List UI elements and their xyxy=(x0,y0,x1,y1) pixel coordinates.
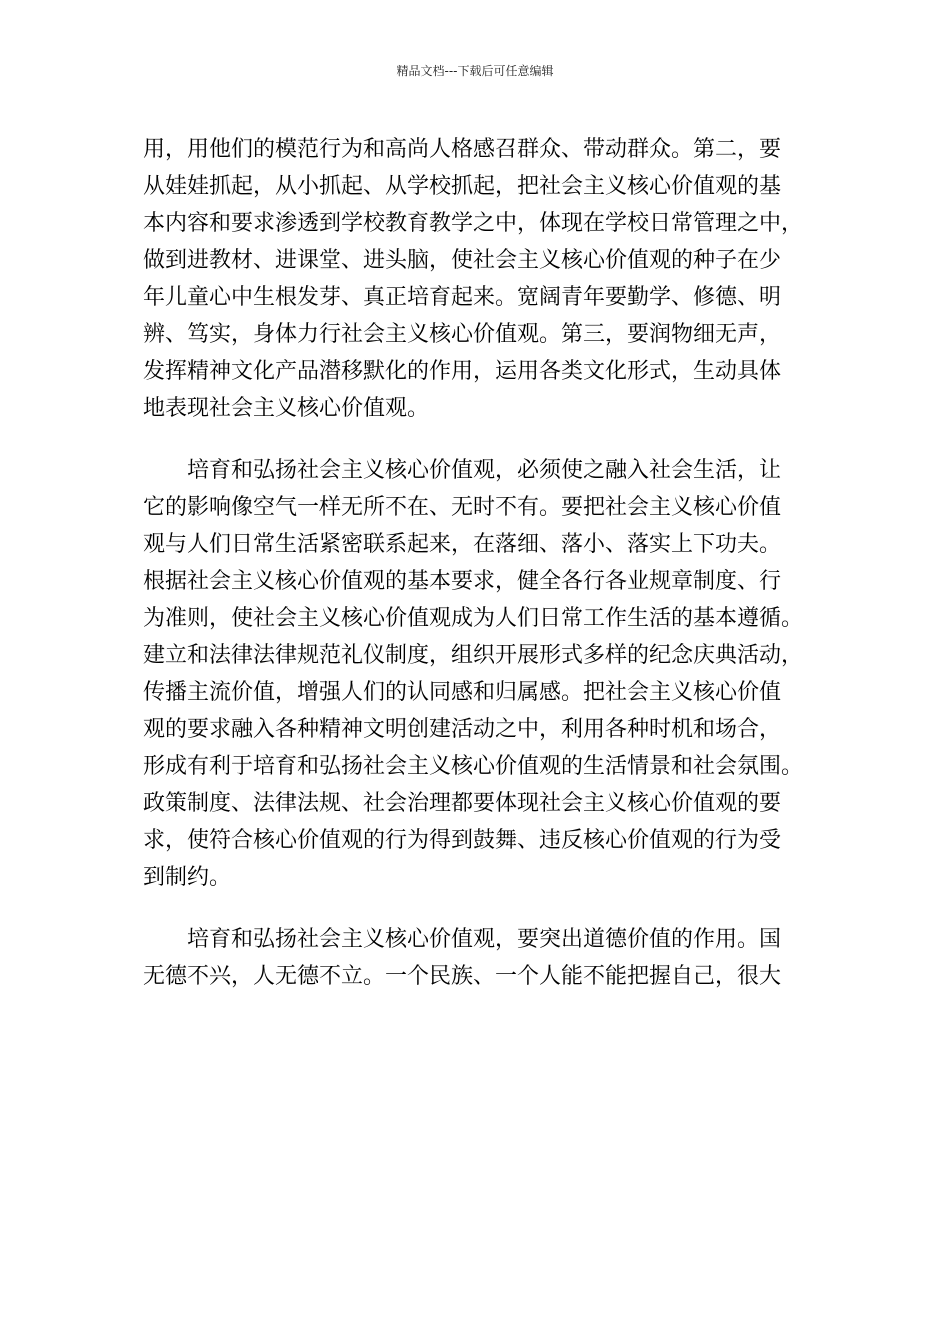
text-line: 传播主流价值，增强人们的认同感和归属感。把社会主义核心价值 xyxy=(143,680,782,705)
document-body xyxy=(143,131,823,995)
page-header: 精品文档---下载后可任意编辑 xyxy=(396,64,554,78)
text-line: 做到进教材、进课堂、进头脑，使社会主义核心价值观的种子在少 xyxy=(143,248,782,273)
text-line: 根据社会主义核心价值观的基本要求，健全各行各业规章制度、行 xyxy=(143,569,782,594)
text-line: 无德不兴，人无德不立。一个民族、一个人能不能把握自己，很大 xyxy=(143,964,782,989)
paragraph-2 xyxy=(143,452,823,896)
text-line: 到制约。 xyxy=(143,865,232,890)
text-line: 本内容和要求渗透到学校教育教学之中，体现在学校日常管理之中， xyxy=(143,211,804,236)
text-line: 从娃娃抓起，从小抓起、从学校抓起，把社会主义核心价值观的基 xyxy=(143,174,782,199)
text-line: 培育和弘扬社会主义核心价值观，要突出道德价值的作用。国 xyxy=(143,927,782,952)
text-line: 地表现社会主义核心价值观。 xyxy=(143,396,430,421)
text-line: 建立和法律法律规范礼仪制度，组织开展形式多样的纪念庆典活动， xyxy=(143,643,804,668)
text-line: 求，使符合核心价值观的行为得到鼓舞、违反核心价值观的行为受 xyxy=(143,828,782,853)
paragraph-3 xyxy=(143,921,823,995)
text-line: 辨、笃实，身体力行社会主义核心价值观。第三，要润物细无声， xyxy=(143,322,782,347)
paragraph-gap xyxy=(143,896,823,921)
text-line: 形成有利于培育和弘扬社会主义核心价值观的生活情景和社会氛围。 xyxy=(143,754,804,779)
text-line: 它的影响像空气一样无所不在、无时不有。要把社会主义核心价值 xyxy=(143,495,782,520)
text-line: 为准则，使社会主义核心价值观成为人们日常工作生活的基本遵循。 xyxy=(143,606,804,631)
text-line: 发挥精神文化产品潜移默化的作用，运用各类文化形式，生动具体 xyxy=(143,359,782,384)
text-line: 观的要求融入各种精神文明创建活动之中，利用各种时机和场合， xyxy=(143,717,782,742)
text-line: 年儿童心中生根发芽、真正培育起来。宽阔青年要勤学、修德、明 xyxy=(143,285,782,310)
text-line: 政策制度、法律法规、社会治理都要体现社会主义核心价值观的要 xyxy=(143,791,782,816)
text-line: 培育和弘扬社会主义核心价值观，必须使之融入社会生活，让 xyxy=(143,458,782,483)
text-line: 用，用他们的模范行为和高尚人格感召群众、带动群众。第二，要 xyxy=(143,137,782,162)
paragraph-gap xyxy=(143,427,823,452)
paragraph-1 xyxy=(143,131,823,427)
text-line: 观与人们日常生活紧密联系起来，在落细、落小、落实上下功夫。 xyxy=(143,532,782,557)
